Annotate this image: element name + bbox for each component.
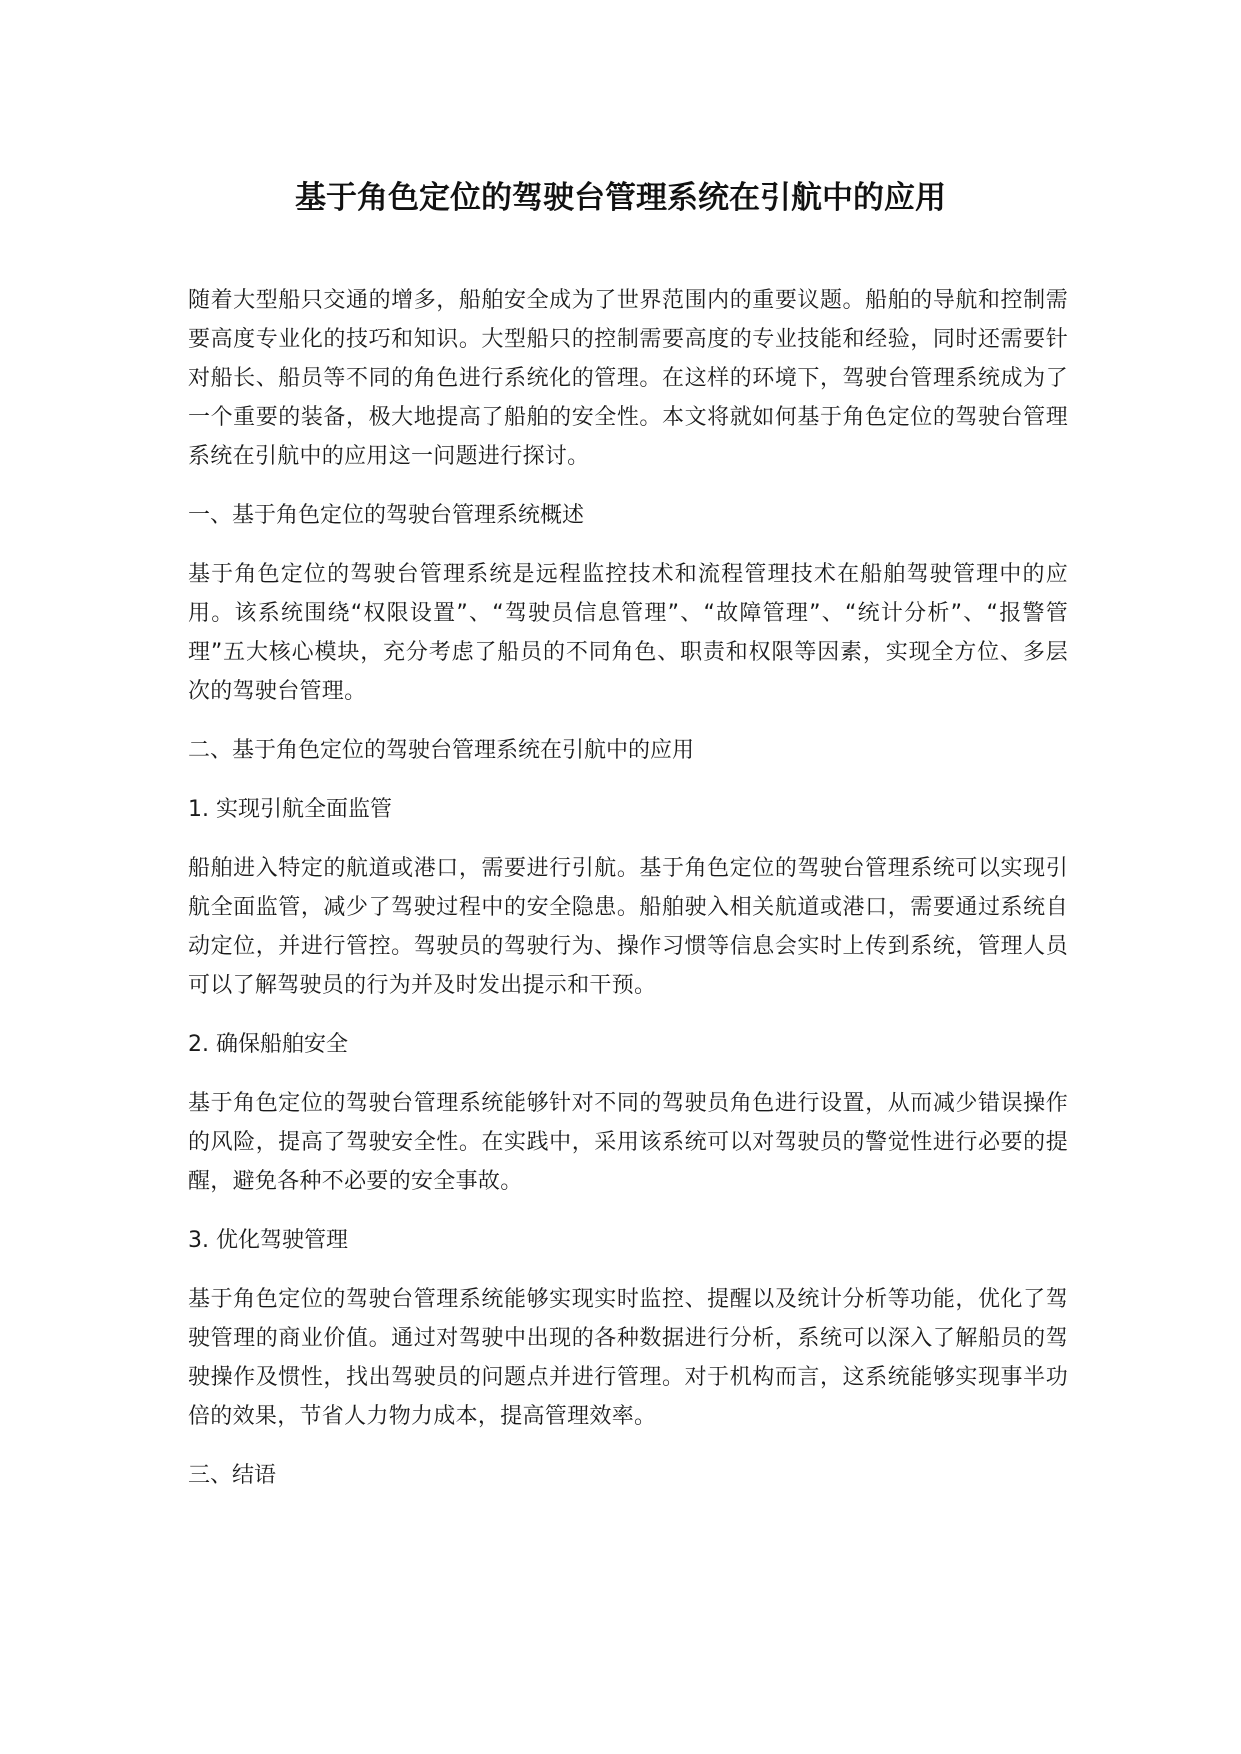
section-heading-overview: 一、基于角色定位的驾驶台管理系统概述 xyxy=(188,503,585,528)
optimization-paragraph: 基于角色定位的驾驶台管理系统能够实现实时监控、提醒以及统计分析等功能，优化了驾驶管理的商业价值。通过对驾驶中出现的各种数据进行分析，系统可以深入了解船员的驾驶操作及惯性，找出驾驶员的问题点并进行管理。对于机构而言，这系统能够实现事半功倍的效果，节省人力物力成本，提高管理效率。 xyxy=(188,1287,1068,1429)
subsection-heading-safety: 2. 确保船舶安全 xyxy=(188,1032,348,1057)
section-heading-conclusion: 三、结语 xyxy=(188,1463,277,1488)
intro-paragraph: 随着大型船只交通的增多，船舶安全成为了世界范围内的重要议题。船舶的导航和控制需要高度专业化的技巧和知识。大型船只的控制需要高度的专业技能和经验，同时还需要针对船长、船员等不同的角色进行系统化的管理。在这样的环境下，驾驶台管理系统成为了一个重要的装备，极大地提高了船舶的安全性。本文将就如何基于角色定位的驾驶台管理系统在引航中的应用这一问题进行探讨。 xyxy=(188,288,1068,469)
document-body xyxy=(188,281,1068,1515)
supervision-paragraph: 船舶进入特定的航道或港口，需要进行引航。基于角色定位的驾驶台管理系统可以实现引航全面监管，减少了驾驶过程中的安全隐患。船舶驶入相关航道或港口，需要通过系统自动定位，并进行管控。驾驶员的驾驶行为、操作习惯等信息会实时上传到系统，管理人员可以了解驾驶员的行为并及时发出提示和干预。 xyxy=(188,856,1068,998)
section-heading-application: 二、基于角色定位的驾驶台管理系统在引航中的应用 xyxy=(188,738,695,763)
overview-paragraph: 基于角色定位的驾驶台管理系统是远程监控技术和流程管理技术在船舶驾驶管理中的应用。该系统围绕“权限设置”、“驾驶员信息管理”、“故障管理”、“统计分析”、“报警管理”五大核心模块，充分考虑了船员的不同角色、职责和权限等因素，实现全方位、多层次的驾驶台管理。 xyxy=(188,562,1068,704)
document-title: 基于角色定位的驾驶台管理系统在引航中的应用 xyxy=(295,180,946,216)
safety-paragraph: 基于角色定位的驾驶台管理系统能够针对不同的驾驶员角色进行设置，从而减少错误操作的风险，提高了驾驶安全性。在实践中，采用该系统可以对驾驶员的警觉性进行必要的提醒，避免各种不必要的安全事故。 xyxy=(188,1091,1068,1194)
subsection-heading-supervision: 1. 实现引航全面监管 xyxy=(188,797,392,822)
subsection-heading-optimization: 3. 优化驾驶管理 xyxy=(188,1228,348,1253)
